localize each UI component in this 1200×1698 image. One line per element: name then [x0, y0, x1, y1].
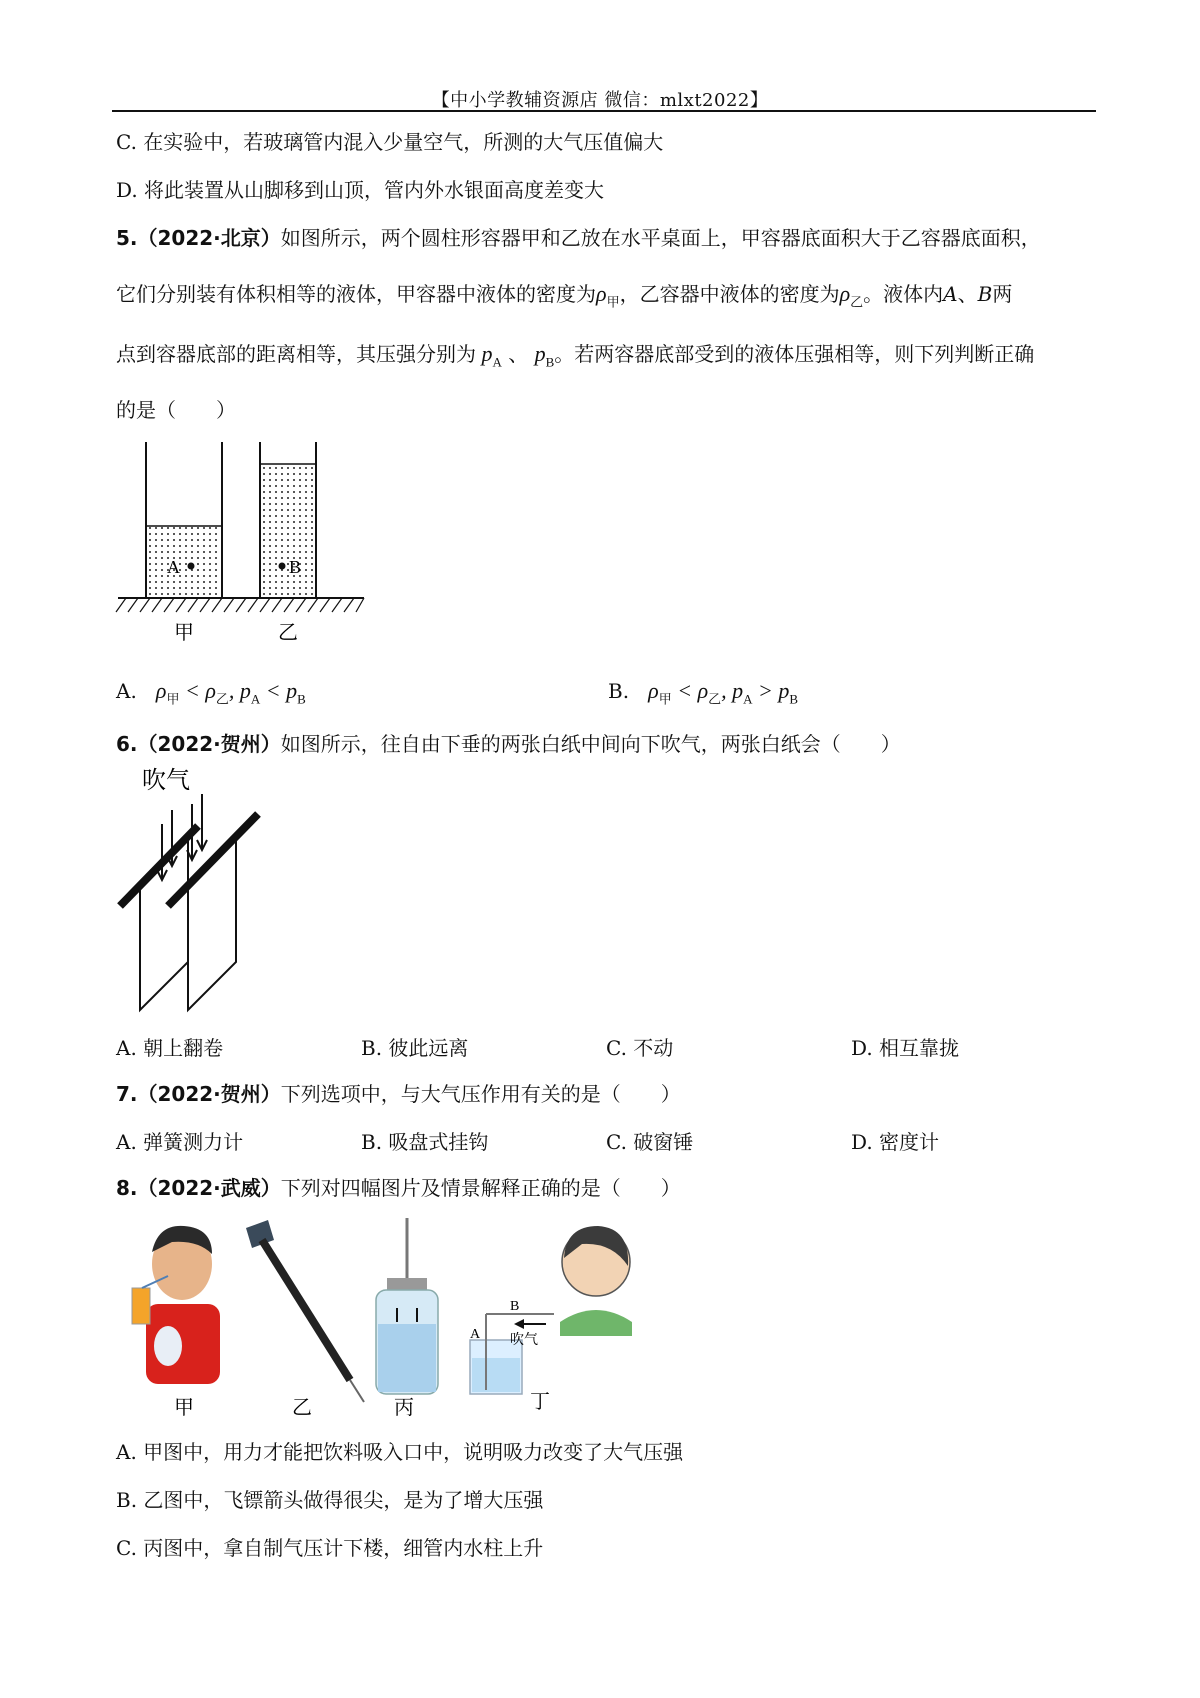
q8-option-b: B. 乙图中，飞镖箭头做得很尖，是为了增大压强: [116, 1488, 544, 1512]
q5-option-b-label: B.: [608, 679, 630, 703]
q5-stem-line4: 的是（ ）: [116, 398, 236, 422]
point-a-dot: [188, 563, 195, 570]
point-b-label: B: [289, 557, 302, 577]
q5-text2b: ，乙容器中液体的密度为: [619, 282, 840, 306]
q6-options: [116, 1032, 1096, 1061]
pa-symbol: $p_A$: [476, 341, 502, 370]
q8-option-c: C. 丙图中，拿自制气压计下楼，细管内水柱上升: [116, 1536, 544, 1560]
q6-head: 6.（2022·贺州）: [116, 732, 281, 756]
pb-symbol: $p_B$: [534, 341, 555, 370]
q5-option-b-formula: $\rho_甲 < \rho_乙$, $p_A > p_B$: [648, 678, 799, 707]
picture-ding: [470, 1226, 632, 1413]
point-a-ref: A: [943, 282, 958, 306]
picture-jia: [132, 1226, 220, 1419]
q5-stem-line3: 点到容器底部的距离相等，其压强分别为 $p_A$ 、 $p_B$。若两容器底部受到的液体压强相等，则下列判断正确: [116, 341, 1035, 370]
rho-jia: $\rho_甲$: [596, 281, 620, 310]
q7-option-d: D. 密度计: [851, 1130, 940, 1154]
page-header: 【中小学教辅资源店 微信：mlxt2022】: [431, 90, 769, 111]
label-ding-b: B: [510, 1299, 520, 1314]
q8-text: 下列对四幅图片及情景解释正确的是（ ）: [280, 1176, 681, 1200]
q5-text2c: 。液体内: [863, 282, 944, 306]
q7-stem: [116, 1078, 681, 1107]
q7-options: [116, 1126, 1096, 1155]
header-rule: [112, 110, 1096, 112]
q5-text3a: 点到容器底部的距离相等，其压强分别为: [116, 342, 476, 366]
q7-option-b: B. 吸盘式挂钩: [361, 1130, 489, 1154]
q5-text3b: 。若两容器底部受到的液体压强相等，则下列判断正确: [554, 342, 1035, 366]
q7-text: 下列选项中，与大气压作用有关的是（ ）: [280, 1082, 681, 1106]
q6-option-c: C. 不动: [606, 1036, 674, 1060]
q5-text2a: 它们分别装有体积相等的液体，甲容器中液体的密度为: [116, 282, 596, 306]
q5-option-a-label: A.: [116, 679, 137, 703]
label-ding-blow: 吹气: [510, 1332, 538, 1348]
label-ding-a: A: [470, 1327, 481, 1342]
rho-yi: $\rho_乙$: [839, 281, 864, 310]
q8-stem: [116, 1172, 681, 1201]
q8-four-pictures: [112, 1218, 672, 1423]
q7-head: 7.（2022·贺州）: [116, 1082, 281, 1106]
q5-option-b: [608, 678, 798, 707]
q7-option-c: C. 破窗锤: [606, 1130, 694, 1154]
q6-stem: [116, 728, 901, 757]
q8-head: 8.（2022·武威）: [116, 1176, 281, 1200]
q6-option-d: D. 相互靠拢: [851, 1036, 960, 1060]
label-ding-pic: 丁: [530, 1389, 550, 1413]
blow-label: 吹气: [142, 766, 190, 794]
q4-option-d: D. 将此装置从山脚移到山顶，管内外水银面高度差变大: [116, 178, 605, 202]
label-jia-pic: 甲: [174, 1395, 194, 1419]
q4-option-c: C. 在实验中，若玻璃管内混入少量空气，所测的大气压值偏大: [116, 130, 664, 154]
picture-yi: [246, 1220, 364, 1419]
point-b-ref: B: [977, 282, 993, 306]
q8-option-a: A. 甲图中，用力才能把饮料吸入口中，说明吸力改变了大气压强: [116, 1440, 684, 1464]
q6-option-b: B. 彼此远离: [361, 1036, 469, 1060]
q5-option-a-formula: $\rho_甲 < \rho_乙$, $p_A < p_B$: [155, 678, 306, 707]
point-a-label: A: [167, 557, 180, 577]
q5-option-a: [116, 678, 306, 707]
q5-text1: 如图所示，两个圆柱形容器甲和乙放在水平桌面上，甲容器底面积大于乙容器底面积，: [280, 226, 1041, 250]
container-yi-liquid: [260, 464, 316, 598]
q5-text2d: 两: [992, 282, 1013, 306]
q6-paper-figure: [112, 764, 272, 1014]
picture-bing: [376, 1218, 438, 1419]
container-jia-liquid: [146, 526, 222, 598]
q7-option-a: A. 弹簧测力计: [116, 1130, 244, 1154]
label-bing-pic: 丙: [394, 1395, 414, 1419]
q5-stem-line1: [116, 222, 1041, 251]
sep: 、: [957, 282, 978, 306]
q5-stem-line2: [116, 278, 1012, 310]
q6-text: 如图所示，往自由下垂的两张白纸中间向下吹气，两张白纸会（ ）: [280, 732, 901, 756]
point-b-dot: [279, 563, 286, 570]
q5-head: 5.（2022·北京）: [116, 226, 281, 250]
q6-option-a: A. 朝上翻卷: [116, 1036, 224, 1060]
label-yi-pic: 乙: [292, 1395, 312, 1419]
q5-containers-figure: [112, 436, 372, 648]
label-yi: 乙: [278, 620, 298, 644]
label-jia: 甲: [174, 620, 194, 644]
